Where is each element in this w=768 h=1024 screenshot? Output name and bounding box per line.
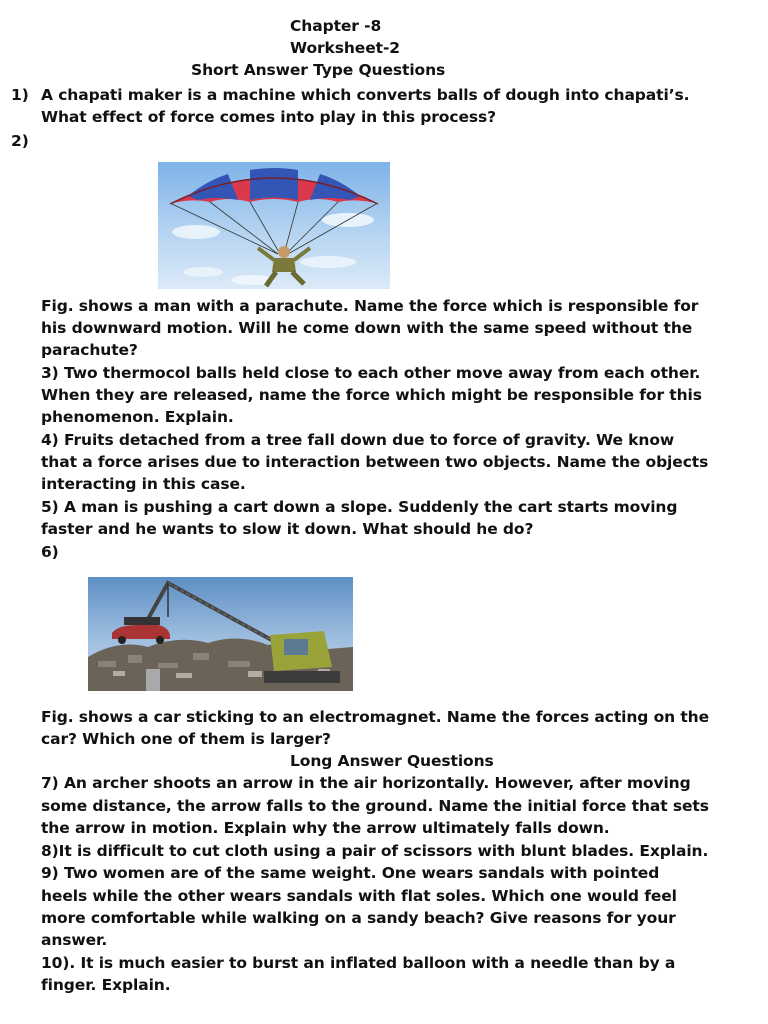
q4-line3: interacting in this case. — [41, 475, 246, 493]
q6-line1: Fig. shows a car sticking to an electromagnet. Name the forces acting on the — [41, 708, 710, 726]
electromagnet-crane-photo — [88, 577, 353, 691]
section-heading-long: Long Answer Questions — [290, 752, 494, 770]
q7-line3: the arrow in motion. Explain why the arrow ultimately falls down. — [41, 819, 610, 837]
q4-line1: 4) Fruits detached from a tree fall down due to force of gravity. We know — [41, 431, 675, 449]
q6-number: 6) — [41, 543, 59, 561]
q1-line1: A chapati maker is a machine which converts balls of dough into chapati’s. — [41, 86, 690, 104]
q9-line1: 9) Two women are of the same weight. One wears sandals with pointed — [41, 864, 660, 882]
q9-line4: answer. — [41, 931, 108, 949]
q7-line1: 7) An archer shoots an arrow in the air horizontally. However, after moving — [41, 774, 691, 792]
q5-line2: faster and he wants to slow it down. What should he do? — [41, 520, 534, 538]
q1-number: 1) — [11, 86, 29, 104]
q2-line2: his downward motion. Will he come down with the same speed without the — [41, 319, 693, 337]
chapter-title: Chapter -8 — [290, 17, 382, 35]
q5-line1: 5) A man is pushing a cart down a slope. Suddenly the cart starts moving — [41, 498, 678, 516]
q8-line1: 8)It is difficult to cut cloth using a pair of scissors with blunt blades. Explain. — [41, 842, 709, 860]
q10-line1: 10). It is much easier to burst an inflated balloon with a needle than by a — [41, 954, 676, 972]
parachute-image — [158, 162, 390, 289]
q4-line2: that a force arises due to interaction between two objects. Name the objects — [41, 453, 709, 471]
q6-line2: car? Which one of them is larger? — [41, 730, 331, 748]
q3-line1: 3) Two thermocol balls held close to each other move away from each other. — [41, 364, 701, 382]
q2-line3: parachute? — [41, 341, 138, 359]
q7-line2: some distance, the arrow falls to the ground. Name the initial force that sets — [41, 797, 709, 815]
q3-line3: phenomenon. Explain. — [41, 408, 234, 426]
q3-line2: When they are released, name the force which might be responsible for this — [41, 386, 702, 404]
worksheet-title: Worksheet-2 — [290, 39, 400, 57]
q2-number: 2) — [11, 132, 29, 150]
q10-line2: finger. Explain. — [41, 976, 171, 994]
q9-line2: heels while the other wears sandals with flat soles. Which one would feel — [41, 887, 677, 905]
section-heading-short: Short Answer Type Questions — [191, 61, 446, 79]
q9-line3: more comfortable while walking on a sandy beach? Give reasons for your — [41, 909, 676, 927]
q2-line1: Fig. shows a man with a parachute. Name the force which is responsible for — [41, 297, 699, 315]
electromagnet-image — [88, 577, 353, 691]
parachute-illustration — [158, 162, 390, 289]
q1-line2: What effect of force comes into play in this process? — [41, 108, 496, 126]
